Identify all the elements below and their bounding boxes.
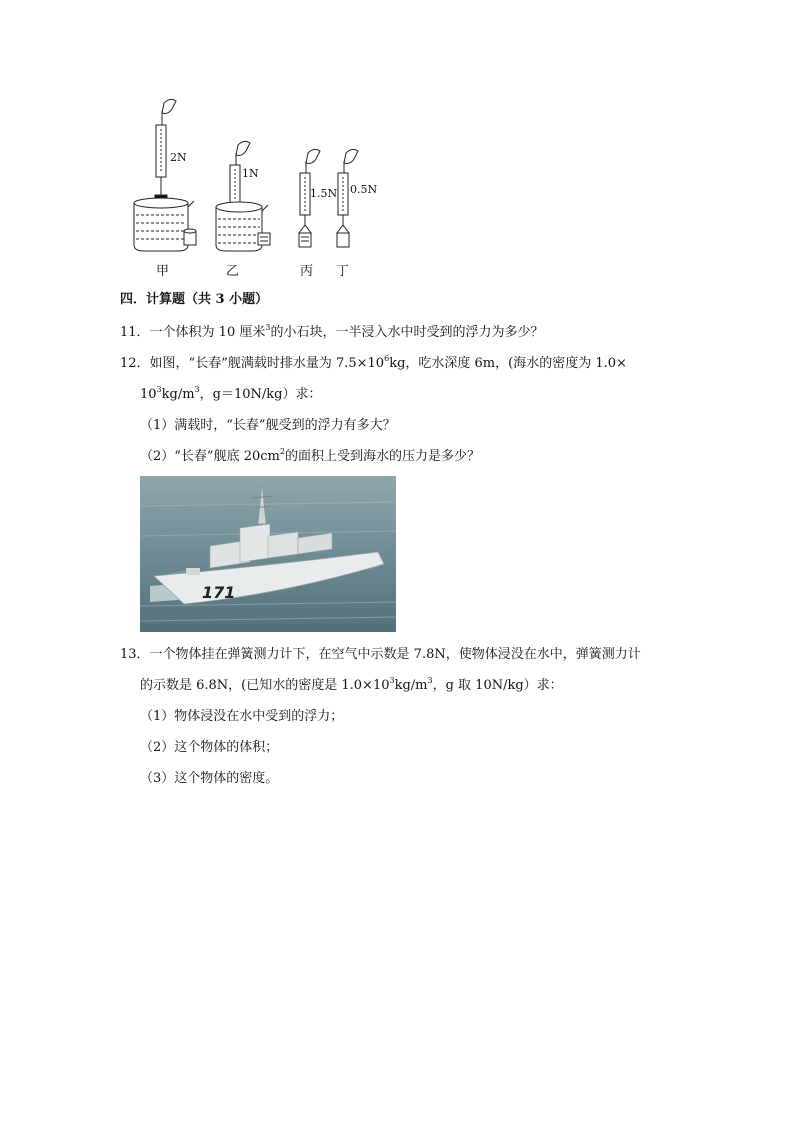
hull-number: 171 <box>202 583 236 602</box>
label-yi: 乙 <box>226 264 240 279</box>
q12-line1-a: 如图，“长春”舰满载时排水量为 7.5×10 <box>149 356 385 371</box>
reading-yi: 1N <box>242 167 259 180</box>
section-title: 四．计算题（共 3 小题） <box>120 292 269 307</box>
q12-line1-sup: 6 <box>384 354 390 363</box>
label-bing: 丙 <box>300 264 314 279</box>
label-jia: 甲 <box>156 264 170 279</box>
label-ding: 丁 <box>336 264 350 279</box>
q12-line2-c: ，g＝10N/kg）求： <box>199 387 322 402</box>
q12-sub2-a: （2）“长春”舰底 20cm <box>140 449 280 464</box>
warship-photo <box>140 476 396 632</box>
reading-jia: 2N <box>170 151 187 164</box>
reading-ding: 0.5N <box>350 183 378 196</box>
q13-line2-a: 的示数是 6.8N，(已知水的密度是 1.0×10 <box>140 678 390 693</box>
q13-line2-c: ，g 取 10N/kg）求： <box>432 678 563 693</box>
q13-number: 13． <box>120 647 150 662</box>
q13-line2-b: kg/m <box>394 678 428 693</box>
q12-line2-a: 10 <box>140 387 157 402</box>
q13-line1: 一个物体挂在弹簧测力计下，在空气中示数是 7.8N，使物体浸没在水中，弹簧测力计 <box>149 647 641 662</box>
setup-jia <box>134 99 196 251</box>
q12-line2-sup2: 3 <box>194 385 200 394</box>
q11-text-b: 的小石块，一半浸入水中时受到的浮力为多少？ <box>270 325 544 340</box>
q12-line2-sup1: 3 <box>156 385 162 394</box>
q13-line2-sup2: 3 <box>427 676 433 685</box>
question-12-line2 <box>140 387 321 403</box>
q11-number: 11． <box>120 325 150 340</box>
q12-number: 12． <box>120 356 150 371</box>
question-11 <box>120 325 543 341</box>
q12-line2-b: kg/m <box>161 387 195 402</box>
q12-line1-b: kg，吃水深度 6m，(海水的密度为 1.0× <box>389 356 627 371</box>
reading-bing: 1.5N <box>310 187 338 200</box>
question-13-line1 <box>120 647 641 663</box>
q13-sub2: （2）这个物体的体积； <box>140 740 279 755</box>
q12-sub2-sup: 2 <box>279 447 285 456</box>
question-12-line1 <box>120 356 627 372</box>
q12-sub1: （1）满载时，“长春”舰受到的浮力有多大？ <box>140 418 396 433</box>
spring-balance-figure <box>120 95 400 285</box>
q11-text-a: 一个体积为 10 厘米 <box>149 325 266 340</box>
q11-sup: 3 <box>265 323 271 332</box>
q12-sub2-b: 的面积上受到海水的压力是多少？ <box>284 449 480 464</box>
question-13-line2 <box>140 678 563 694</box>
q13-sub1: （1）物体浸没在水中受到的浮力； <box>140 709 344 724</box>
setup-ding <box>337 149 358 247</box>
q13-sub3: （3）这个物体的密度。 <box>140 771 279 786</box>
q12-sub2 <box>140 449 480 465</box>
setup-yi <box>216 141 270 251</box>
q13-line2-sup1: 3 <box>389 676 395 685</box>
